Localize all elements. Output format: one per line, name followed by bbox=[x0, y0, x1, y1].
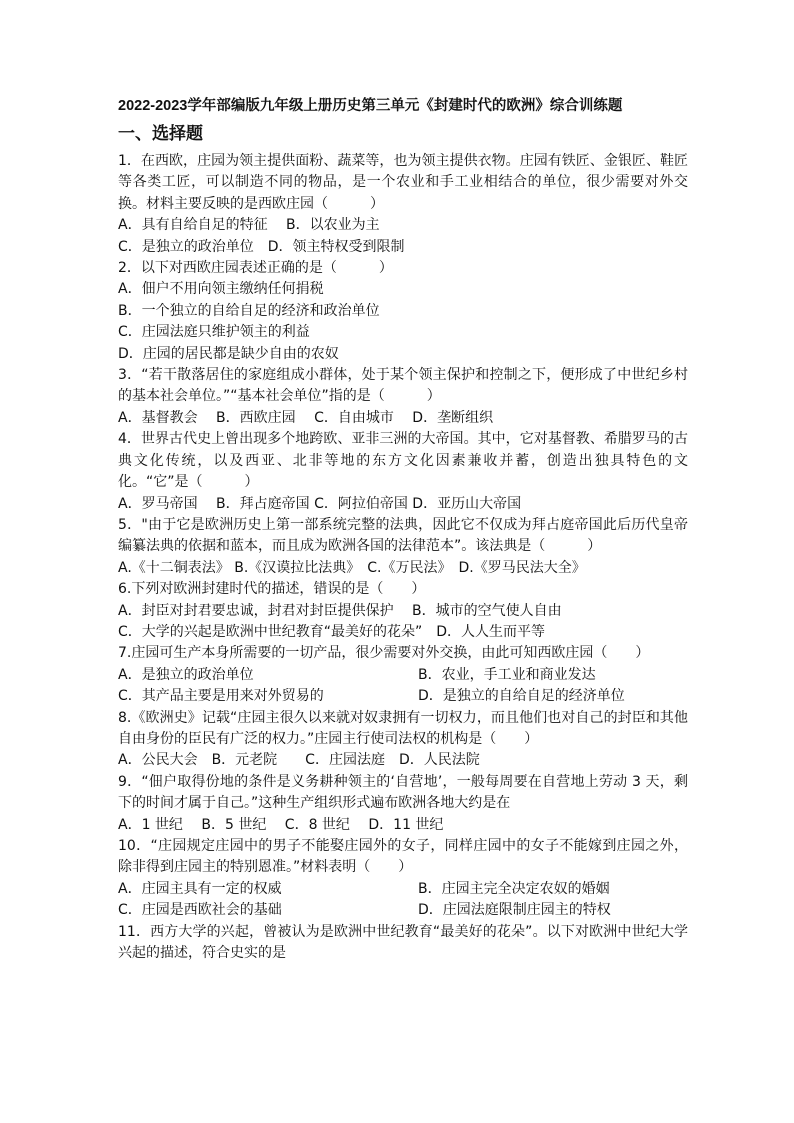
question-5 bbox=[118, 515, 688, 579]
option-row bbox=[118, 900, 688, 921]
option-a: A．佃户不用向领主缴纳任何捐税 bbox=[118, 281, 324, 298]
option-b: B．一个独立的自给自足的经济和政治单位 bbox=[118, 302, 380, 319]
option-c: C．其产品主要是用来对外贸易的 bbox=[118, 688, 324, 705]
option-a: A．是独立的政治单位 bbox=[118, 666, 254, 683]
option-d: D．庄园的居民都是缺少自由的农奴 bbox=[118, 345, 339, 362]
question-options: A．罗马帝国 B．拜占庭帝国 C．阿拉伯帝国 D．亚历山大帝国 bbox=[118, 495, 522, 512]
question-options: A．封臣对封君要忠诚，封君对封臣提供保护 B．城市的空气使人自由 bbox=[118, 602, 562, 619]
question-options: A．公民大会 B．元老院 C．庄园法庭 D．人民法院 bbox=[118, 752, 480, 769]
question-stem: 9．“佃户取得份地的条件是义务耕种领主的‘自营地’，一般每周要在自营地上劳动 3 天，剩下的时间才属于自己。”这种生产组织形式遍布欧洲各地大约是在 bbox=[118, 773, 688, 812]
question-8 bbox=[118, 708, 688, 772]
question-7 bbox=[118, 643, 688, 707]
question-stem: 4．世界古代史上曾出现多个地跨欧、亚非三洲的大帝国。其中，它对基督教、希腊罗马的古典文化传统，以及西亚、北非等地的东方文化因素兼收并蓄，创造出独具特色的文化。“它”是（ ） bbox=[118, 431, 688, 491]
option-row bbox=[118, 879, 688, 900]
question-11 bbox=[118, 922, 688, 965]
question-stem: 5．"由于它是欧洲历史上第一部系统完整的法典，因此它不仅成为拜占庭帝国此后历代皇帝编纂法典的依据和蓝本，而且成为欧洲各国的法律范本”。该法典是（ ） bbox=[118, 516, 688, 555]
question-3 bbox=[118, 365, 688, 429]
option-c: C．庄园法庭只维护领主的利益 bbox=[118, 324, 310, 341]
question-options: A．基督教会 B．西欧庄园 C．自由城市 D．垄断组织 bbox=[118, 409, 494, 426]
question-9 bbox=[118, 772, 688, 836]
question-options: A．具有自给自足的特征 B．以农业为主 bbox=[118, 217, 380, 234]
question-options: C．是独立的政治单位 D．领主特权受到限制 bbox=[118, 238, 405, 255]
question-1 bbox=[118, 151, 688, 258]
question-stem: 1．在西欧，庄园为领主提供面粉、蔬菜等，也为领主提供衣物。庄园有铁匠、金银匠、鞋匠等各类工匠，可以制造不同的物品，是一个农业和手工业相结合的单位，很少需要对外交换。材料主要反映的是西欧庄园（ ） bbox=[118, 153, 688, 212]
section-heading: 一、选择题 bbox=[118, 124, 203, 144]
option-b: B．农业，手工业和商业发达 bbox=[418, 666, 596, 683]
document-title: 2022-2023学年部编版九年级上册历史第三单元《封建时代的欧洲》综合训练题 bbox=[118, 98, 623, 114]
option-c: C．庄园是西欧社会的基础 bbox=[118, 902, 282, 919]
question-options: A．1 世纪 B．5 世纪 C．8 世纪 D．11 世纪 bbox=[118, 816, 444, 833]
question-stem: 2．以下对西欧庄园表述正确的是（ ） bbox=[118, 260, 393, 277]
option-d: D．是独立的自给自足的经济单位 bbox=[418, 688, 625, 705]
question-options: C．大学的兴起是欧洲中世纪教育“最美好的花朵” D．人人生而平等 bbox=[118, 623, 546, 640]
question-stem: 10．“庄园规定庄园中的男子不能娶庄园外的女子，同样庄园中的女子不能嫁到庄园之外，除非得到庄园主的特别恩准。”材料表明（ ） bbox=[118, 838, 688, 876]
option-row bbox=[118, 686, 688, 707]
question-stem: 6.下列对欧洲封建时代的描述，错误的是（ ） bbox=[118, 581, 426, 598]
question-4 bbox=[118, 429, 688, 515]
option-a: A．庄园主具有一定的权威 bbox=[118, 880, 282, 897]
question-6 bbox=[118, 579, 688, 643]
question-10 bbox=[118, 836, 688, 922]
question-stem: 3．“若干散落居住的家庭组成小群体，处于某个领主保护和控制之下，便形成了中世纪乡村的基本社会单位。”“基本社会单位”指的是（ ） bbox=[118, 367, 688, 405]
question-stem: 8.《欧洲史》记载“庄园主很久以来就对奴隶拥有一切权力，而且他们也对自己的封臣和其他自由身份的臣民有广泛的权力。”庄园主行使司法权的机构是（ ） bbox=[118, 709, 688, 747]
option-d: D．庄园法庭限制庄园主的特权 bbox=[418, 902, 611, 919]
document-page bbox=[118, 96, 688, 964]
question-stem: 7.庄园可生产本身所需要的一切产品，很少需要对外交换，由此可知西欧庄园（ ） bbox=[118, 645, 650, 662]
question-options: A.《十二铜表法》 B.《汉谟拉比法典》 C.《万民法》 D.《罗马民法大全》 bbox=[118, 559, 586, 576]
question-stem: 11．西方大学的兴起，曾被认为是欧洲中世纪教育“最美好的花朵”。以下对欧洲中世纪大学兴起的描述，符合史实的是 bbox=[118, 923, 688, 962]
question-2 bbox=[118, 258, 688, 365]
option-b: B．庄园主完全决定农奴的婚姻 bbox=[418, 880, 610, 897]
option-row bbox=[118, 665, 688, 686]
